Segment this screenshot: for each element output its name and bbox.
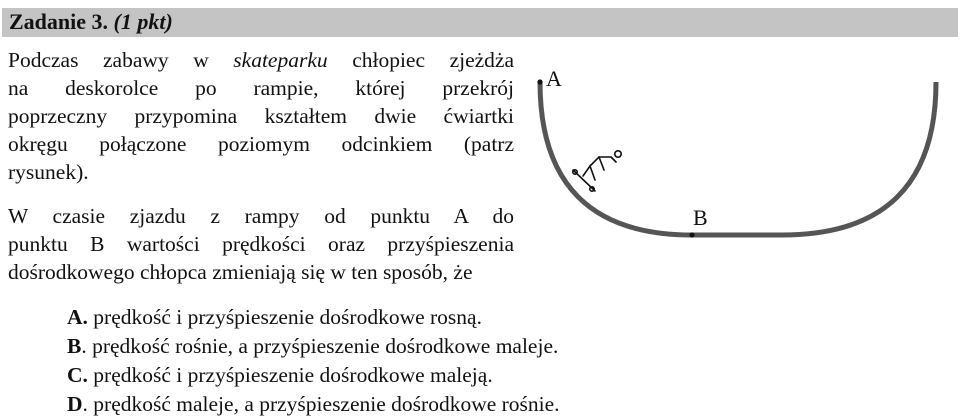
answer-options <box>67 303 560 419</box>
option-c[interactable] <box>67 361 560 390</box>
intro-line-4: okręgu połączone poziomym odcinkiem (patrz <box>8 132 514 156</box>
ramp-diagram <box>532 62 952 252</box>
task-title <box>9 9 173 35</box>
option-text: prędkość i przyśpieszenie dośrodkowe rosną. <box>87 305 482 329</box>
intro-line-2: na deskorolce po rampie, której przekrój <box>8 76 514 100</box>
point-b-label: B <box>693 205 708 230</box>
intro-line-1: Podczas zabawy w skateparku chłopiec zjeżdża <box>8 48 515 72</box>
skater-icon <box>573 151 621 191</box>
option-a[interactable] <box>67 303 560 332</box>
ramp-figure <box>532 62 952 252</box>
italic-term: skateparku <box>233 48 328 72</box>
option-text: . prędkość maleje, a przyśpieszenie dośrodkowe rośnie. <box>82 392 560 416</box>
option-letter: D <box>67 392 83 416</box>
question-line-2: punktu B wartości prędkości oraz przyśpieszenia <box>8 232 514 256</box>
option-letter: B <box>67 334 82 358</box>
option-letter: A. <box>67 305 88 329</box>
option-text: prędkość i przyśpieszenie dośrodkowe maleją. <box>87 363 493 387</box>
intro-paragraph <box>8 46 514 186</box>
option-b[interactable] <box>67 332 560 361</box>
point-b-marker <box>689 232 694 237</box>
option-text: . prędkość rośnie, a przyśpieszenie dośrodkowe maleje. <box>81 334 559 358</box>
intro-line-5: rysunek). <box>8 160 89 184</box>
question-paragraph <box>8 202 514 286</box>
task-number: Zadanie 3. <box>9 9 109 34</box>
point-a-label: A <box>546 66 562 91</box>
intro-line-3: poprzeczny przypomina kształtem dwie ćwiartki <box>8 104 514 128</box>
question-line-1: W czasie zjazdu z rampy od punktu A do <box>8 204 514 228</box>
point-a-marker <box>537 79 542 84</box>
task-header <box>2 8 958 37</box>
option-d[interactable] <box>67 390 560 419</box>
question-line-3: dośrodkowego chłopca zmieniają się w ten sposób, że <box>8 260 473 284</box>
option-letter: C. <box>67 363 88 387</box>
task-points: (1 pkt) <box>113 9 173 34</box>
